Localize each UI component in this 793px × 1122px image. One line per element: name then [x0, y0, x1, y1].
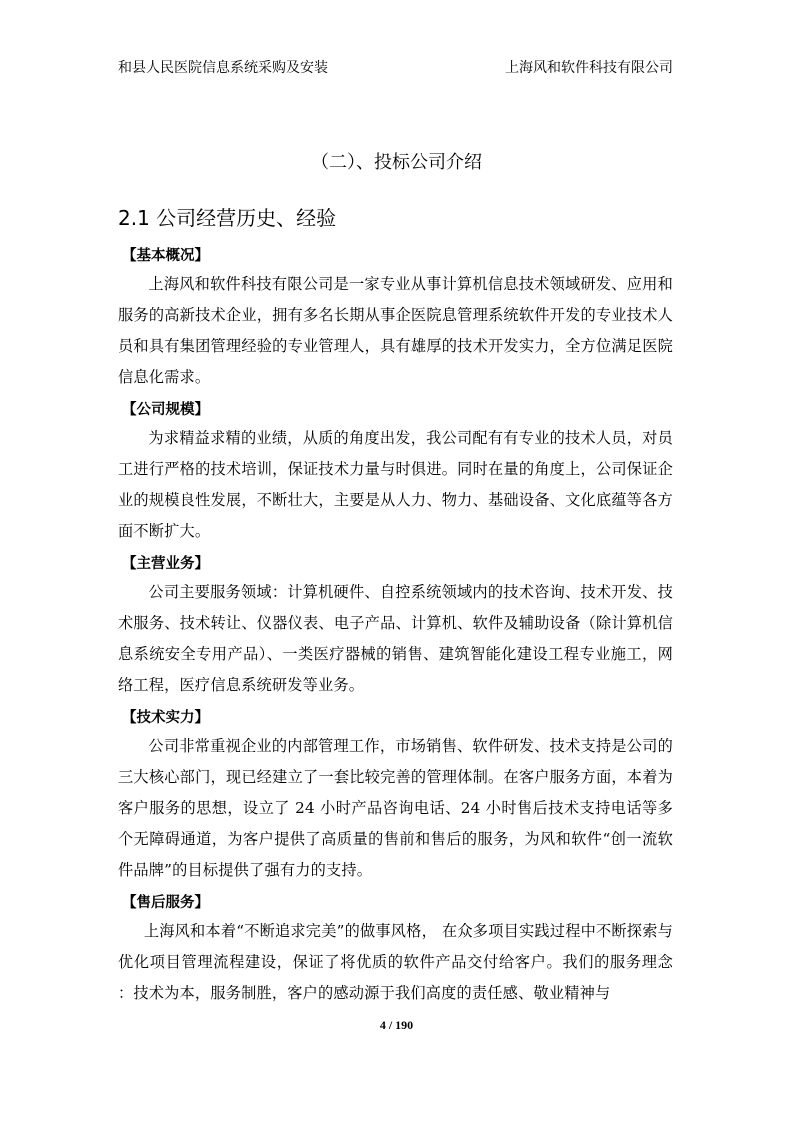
- para-company-scale: 为求精益求精的业绩，从质的角度出发，我公司配有有专业的技术人员，对员工进行严格的技术培训，保证技术力量与时俱进。同时在量的角度上，公司保证企业的规模良性发展，不断壮大，主要是从人力、物力、基础设备、文化底蕴等各方面不断扩大。: [118, 429, 673, 540]
- page-number: 4 / 190: [379, 1018, 414, 1032]
- body-content: [118, 243, 673, 1013]
- label-after-sales: 【售后服务】: [122, 895, 209, 911]
- para-after-sales: 上海风和本着“不断追求完美”的做事风格， 在众多项目实践过程中不断探索与优化项目管理流程建设，保证了将优质的软件产品交付给客户。我们的服务理念 ：技术为本，服务制胜，客户的感动源于我们高度的责任感、敬业精神与: [118, 922, 673, 1002]
- para-technical-strength: 公司非常重视企业的内部管理工作，市场销售、软件研发、技术支持是公司的三大核心部门，现已经建立了一套比较完善的管理体制。在客户服务方面，本着为客户服务的思想，设立了 24 小时产品咨询电话、24 小时售后技术支持电话等多个无障碍通道，为客户提供了高质量的售前和售后的服务，为风和软件“创一流软件品牌”的目标提供了强有力的支持。: [118, 737, 673, 879]
- label-technical-strength: 【技术实力】: [122, 710, 209, 726]
- chapter-title: （二）、投标公司介绍: [311, 152, 482, 173]
- para-basic-overview: 上海风和软件科技有限公司是一家专业从事计算机信息技术领域研发、应用和服务的高新技术企业，拥有多名长期从事企医院息管理系统软件开发的专业技术人员和具有集团管理经验的专业管理人，具有雄厚的技术开发实力，全方位满足医院信息化需求。: [118, 275, 673, 386]
- label-main-business: 【主营业务】: [122, 556, 209, 572]
- header-company-name: 上海风和软件科技有限公司: [505, 60, 673, 76]
- section-title: 2.1 公司经营历史、经验: [118, 206, 337, 230]
- label-company-scale: 【公司规模】: [122, 402, 209, 418]
- label-basic-overview: 【基本概况】: [122, 248, 209, 264]
- header-project-title: 和县人民医院信息系统采购及安装: [118, 60, 328, 76]
- para-main-business: 公司主要服务领域：计算机硬件、自控系统领域内的技术咨询、技术开发、技术服务、技术转让、仪器仪表、电子产品、计算机、软件及辅助设备（除计算机信息系统安全专用产品）、一类医疗器械的销售、建筑智能化建设工程专业施工，网络工程，医疗信息系统研发等业务。: [118, 583, 673, 694]
- page-header: [118, 58, 673, 78]
